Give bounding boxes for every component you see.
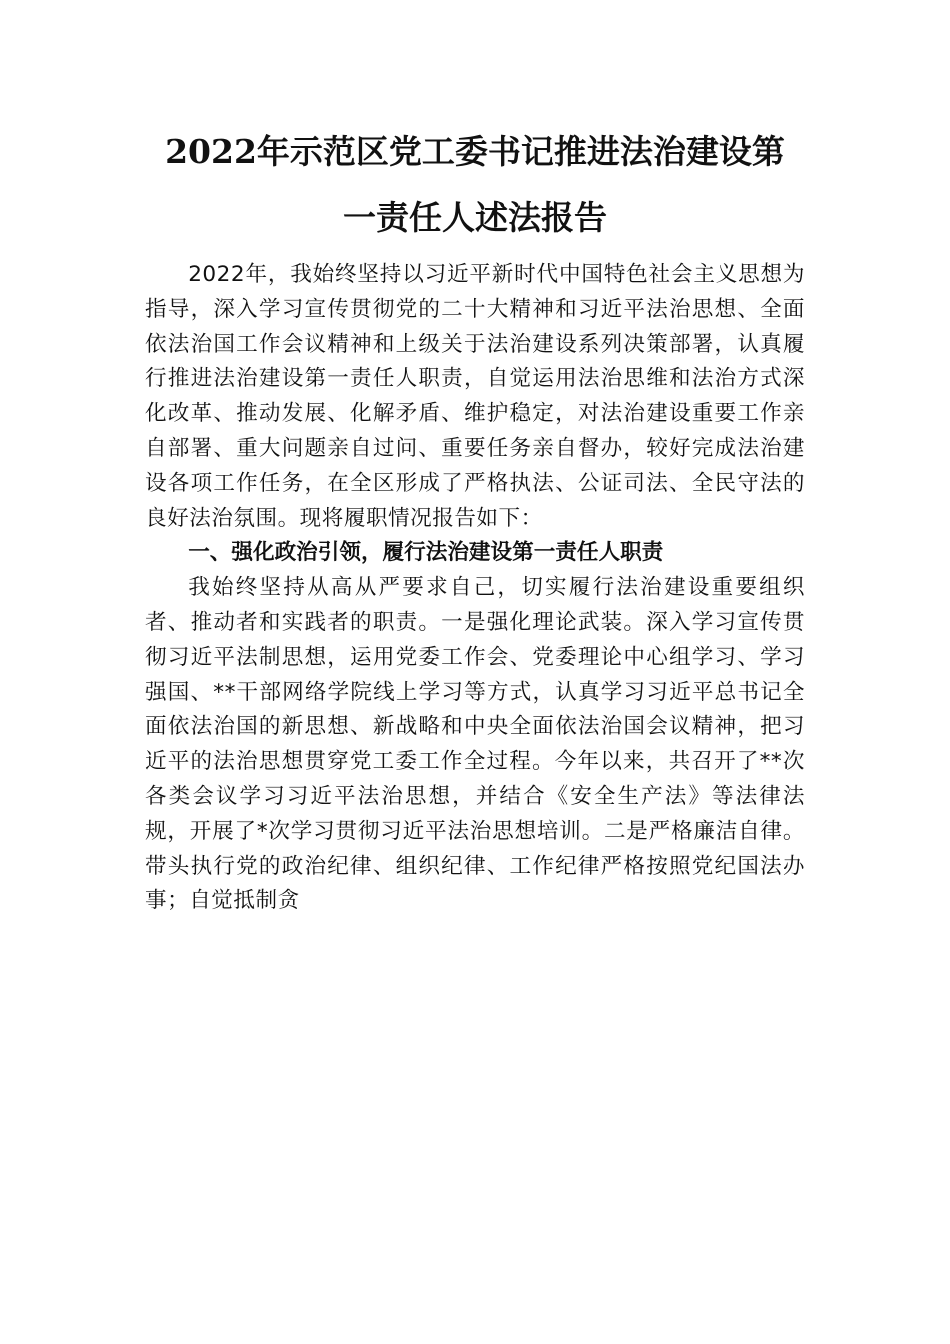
document-title-line-2: 一责任人述法报告 xyxy=(343,198,607,237)
document-title-line-1: 2022年示范区党工委书记推进法治建设第 xyxy=(165,132,785,171)
document-body xyxy=(145,258,805,919)
section-1-paragraph: 我始终坚持从高从严要求自己，切实履行法治建设重要组织者、推动者和实践者的职责。一是强化理论武装。深入学习宣传贯彻习近平法制思想，运用党委工作会、党委理论中心组学习、学习强国、**干部网络学院线上学习等方式，认真学习习近平总书记全面依法治国的新思想、新战略和中央全面依法治国会议精神，把习近平的法治思想贯穿党工委工作全过程。今年以来，共召开了**次各类会议学习习近平法治思想，并结合《安全生产法》等法律法规，开展了*次学习贯彻习近平法治思想培训。二是严格廉洁自律。带头执行党的政治纪律、组织纪律、工作纪律严格按照党纪国法办事；自觉抵制贪 xyxy=(145,575,805,914)
intro-paragraph: 2022年，我始终坚持以习近平新时代中国特色社会主义思想为指导，深入学习宣传贯彻党的二十大精神和习近平法治思想、全面依法治国工作会议精神和上级关于法治建设系列决策部署，认真履行推进法治建设第一责任人职责，自觉运用法治思维和法治方式深化改革、推动发展、化解矛盾、维护稳定，对法治建设重要工作亲自部署、重大问题亲自过问、重要任务亲自督办，较好完成法治建设各项工作任务，在全区形成了严格执法、公证司法、全民守法的良好法治氛围。现将履职情况报告如下： xyxy=(145,262,805,531)
section-heading-1: 一、强化政治引领，履行法治建设第一责任人职责 xyxy=(188,540,664,566)
